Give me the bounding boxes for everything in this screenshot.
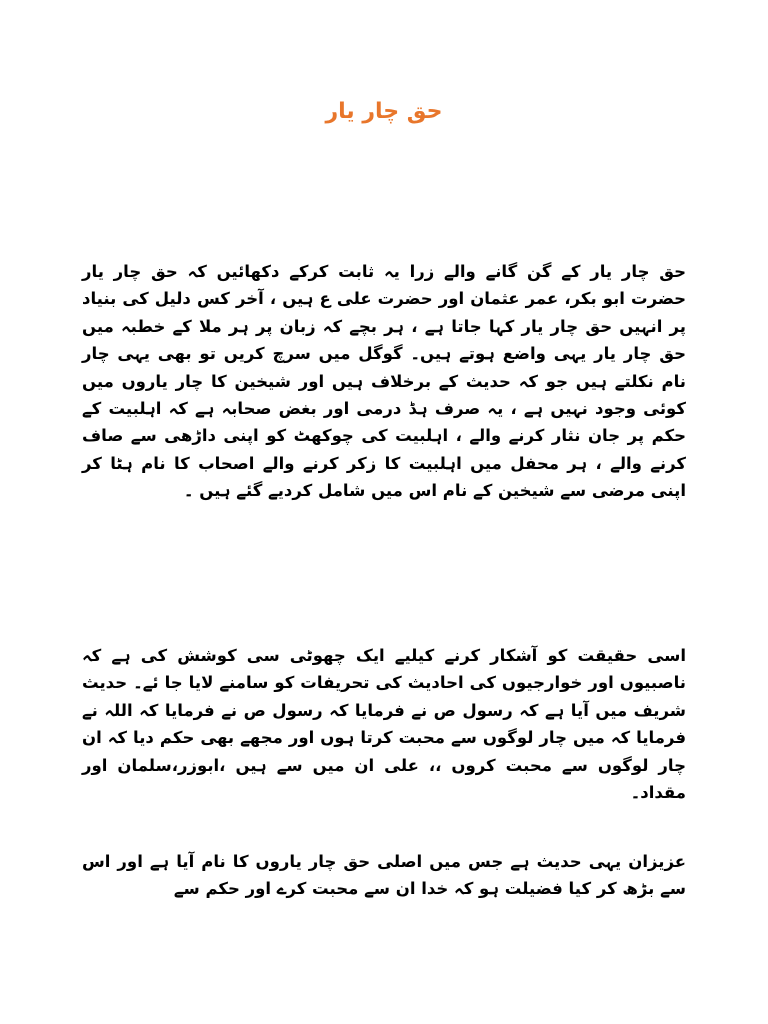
paragraph-2: اسی حقیقت کو آشکار کرنے کیلیے ایک چھوٹی سی کوشش کی ہے کہ ناصبیوں اور خوارجیوں کی احادیث کی تحریفات کو سامنے لایا جا ئے۔ حدیث شریف میں آیا ہے کہ رسول ص نے فرمایا کہ رسول ص نے فرمایا کہ اللہ نے فرمایا کہ میں چار لوگوں سے محبت کرتا ہوں اور مجھے بھی حکم دیا کہ ان چار لوگوں سے محبت کروں ،، علی ان میں سے ہیں ،ابوزر،سلمان اور مقداد۔ [82,646,686,803]
document-title: حق چار یار [325,99,443,124]
paragraph-1: حق چار یار کے گن گانے والے زرا یہ ثابت کرکے دکھائیں کہ حق چار یار حضرت ابو بکر، عمر عثمان اور حضرت علی ع ہیں ، آخر کس دلیل کی بنیاد پر انہیں حق چار یار کہا جاتا ہے ، ہر بچے کہ زبان پر ہر ملا کے خطبہ میں حق چار یار یہی واضع ہوتے ہیں۔ گوگل میں سرچ کریں تو بھی یہی چار نام نکلتے ہیں جو کہ حدیث کے برخلاف ہیں اور شیخین کا چار یاروں میں کوئی وجود نہیں ہے ، یہ صرف ہڈ درمی اور بغض صحابہ ہے کہ اہلبیت کے حکم پر جان نثار کرنے والے ، اہلبیت کی چوکھٹ کو اپنی داڑھی سے صاف کرنے والے ، ہر محفل میں اہلبیت کا زکر کرنے والے اصحاب کا نام ہٹا کر اپنی مرضی سے شیخین کے نام اس میں شامل کردیے گئے ہیں ۔ [82,262,686,501]
paragraph-3: عزیزان یہی حدیث ہے جس میں اصلی حق چار یاروں کا نام آیا ہے اور اس سے بڑھ کر کیا فضیلت ہو کہ خدا ان سے محبت کرے اور حکم سے [82,852,686,899]
